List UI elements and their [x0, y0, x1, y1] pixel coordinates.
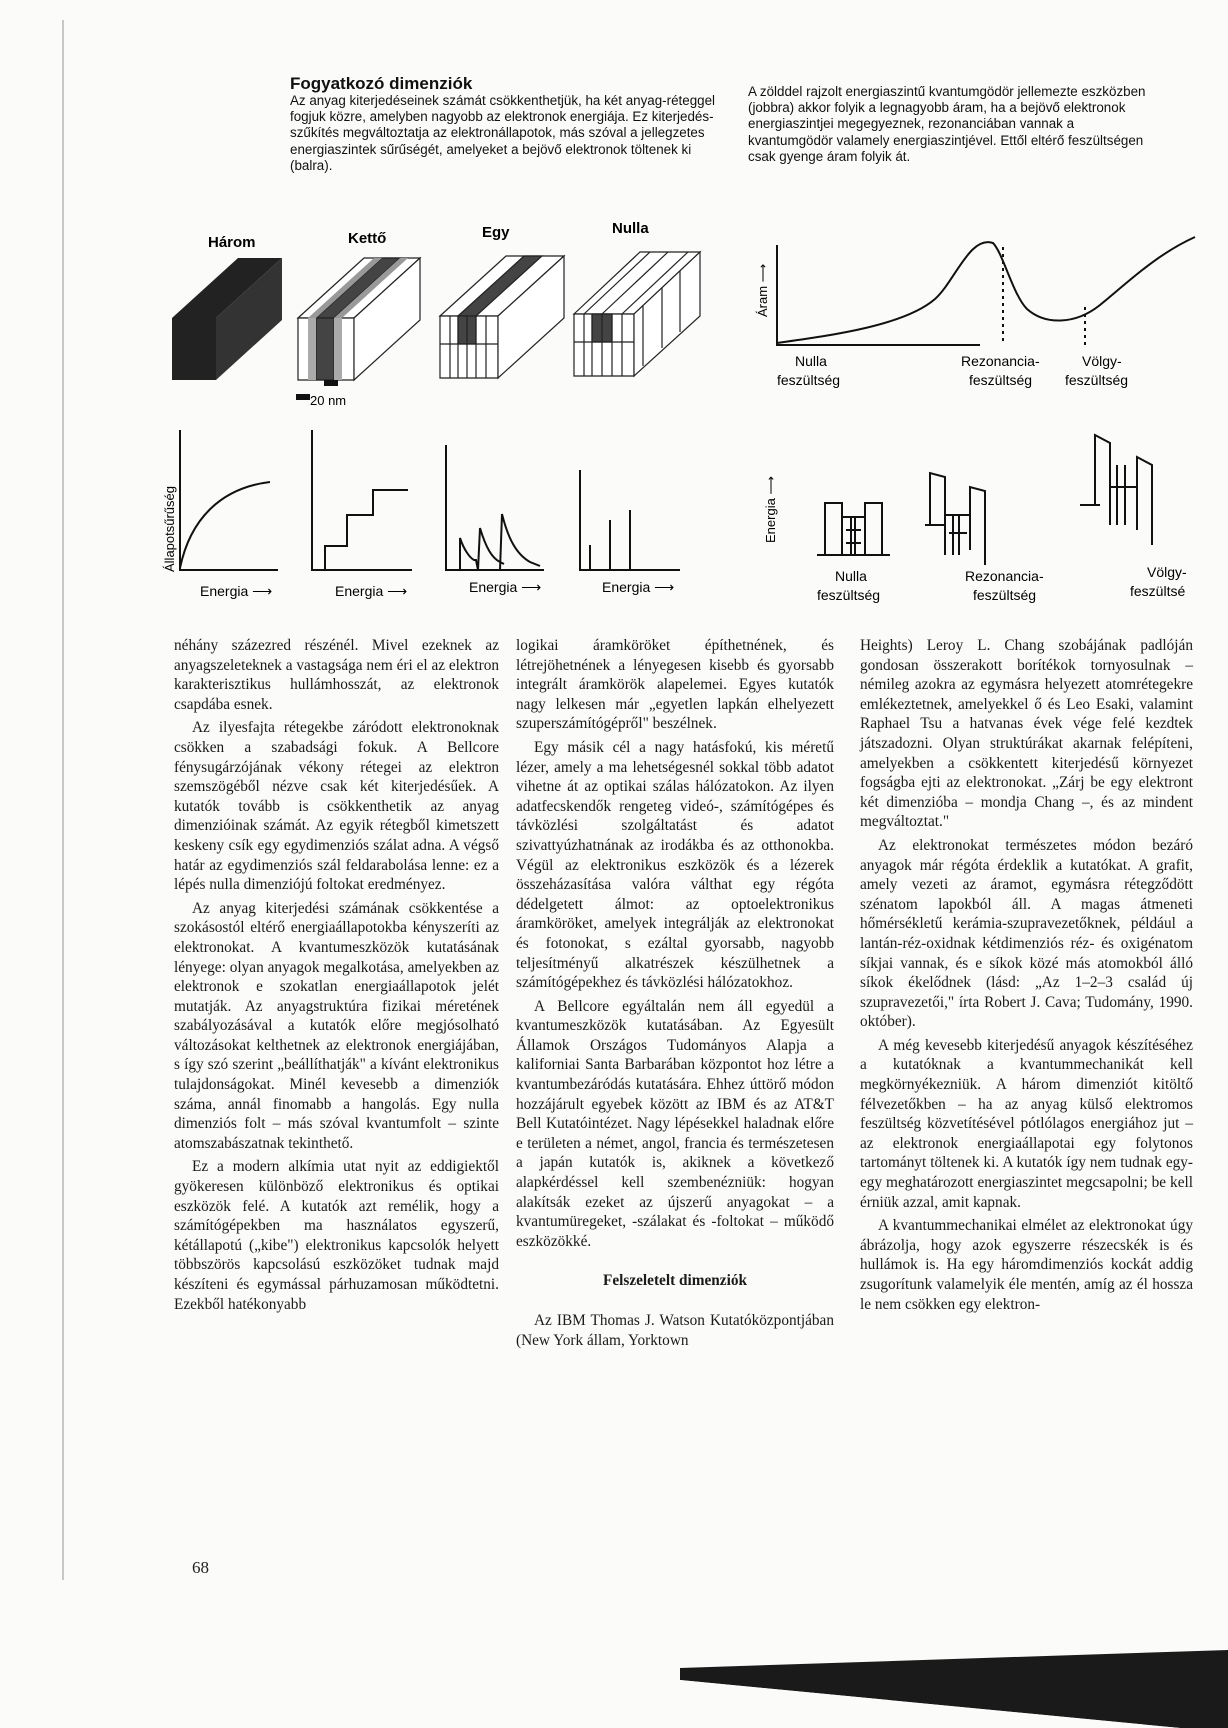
caption-title: Fogyatkozó dimenziók	[290, 74, 473, 93]
band-label-res-2: feszültség	[973, 587, 1037, 603]
block-one	[440, 256, 564, 378]
iv-markers	[1003, 247, 1085, 345]
block-two	[296, 258, 420, 400]
scan-binding-edge	[62, 20, 68, 1580]
band-label-zero-2: feszültség	[817, 587, 881, 603]
dos-plot-0d	[580, 470, 680, 570]
band-label-valley-1: Völgy-	[1147, 564, 1187, 580]
dos-plot-3d	[180, 430, 278, 570]
paragraph: logikai áramköröket építhetnének, és létrejöhetnének a lényegesen kisebb és gyorsabb integrált áramkörök alapelemei. Egyes kutatók nagy lelkesen már „egyetlen lapkán elhelyezett szuperszámítógépről" beszélnek.	[516, 637, 834, 733]
iv-curve	[777, 237, 1195, 345]
body-column-3	[860, 636, 1193, 1318]
paragraph: Az elektronokat természetes módon bezáró anyagok már régóta érdeklik a kutatókat. A grafit, amely vezeti az áramot, egymásra rétegződött szénatom lapokból áll. A magas átmeneti hőmérsékletű kerámia-szupravezetőknek, például a lantán-réz-oxidnak kétdimenziós réz- és oxigénatom síkjai vannak, és e síkok közé más atomokból álló síkok ékelődnek (lásd: „Az 1–2–3 család új szupravezetői," írta Robert J. Cava; Tudomány, 1990. október).	[860, 836, 1193, 1031]
dos-x-label-1: Energia ⟶	[200, 583, 273, 599]
scale-label: 20 nm	[310, 393, 347, 408]
band-label-res-1: Rezonancia-	[965, 568, 1044, 584]
band-resonance-voltage	[925, 473, 985, 565]
energy-axis-label: Energia ⟶	[763, 475, 778, 543]
dos-x-label-3: Energia ⟶	[469, 579, 542, 595]
band-zero-voltage	[817, 503, 890, 555]
block-three	[172, 258, 282, 380]
current-axis-label: Áram ⟶	[755, 263, 770, 317]
dos-x-label-2: Energia ⟶	[335, 583, 408, 599]
paragraph: A Bellcore egyáltalán nem áll egyedül a kvantumeszközök kutatásában. Az Egyesült Államok Országos Tudományos Alapja a kaliforniai Santa Barbarában központot hoz létre a kvantumbezáródás kutatására. Ehhez úttörő módon hozzájárult egyebek között az IBM és az AT&T Bell Kutatóintézet. Nagy lépésekkel haladnak előre e területen a német, angol, francia és természetesen a japán kutatók is, akiknek a következő alapkérdéssel kell szembenézniük: hogyan alakítsák ezeket az újszerű anyagokat – a kvantumüregeket, -szálakat és -foltokat – működő eszközökké.	[516, 997, 834, 1250]
iv-label-zero-2: feszültség	[777, 372, 841, 388]
paragraph: A kvantummechanikai elmélet az elektronokat úgy ábrázolja, hogy azok egyszerre részecskék is és hullámok is. Ha egy háromdimenziós kockát addig zsugorítunk valamelyik éle mentén, amíg az él hossza le nem csökken egy elektron-	[860, 1217, 1193, 1313]
label-three: Három	[208, 234, 256, 251]
section-subheading: Felszeletelt dimenziók	[603, 1272, 747, 1290]
iv-label-zero-1: Nulla	[795, 353, 827, 369]
paragraph: Egy másik cél a nagy hatásfokú, kis méretű lézer, amely a ma lehetségesnél sokkal több adatot vihetne át az optikai szálas hálózatokon. Az ilyen adatfecskendők rengeteg videó-, számítógépes és távközlési szolgáltatást és adatot szivattyúzhatnának az irodákba és az otthonokba. Végül az elektronikus eszközök és a lézerek összeházasítása valóra válthat egy régóta dédelgetett álmot: az optoelektronikus áramköröket, amelyek integrálják az elektronokat és fotonokat, s ezáltal gyorsabb, nagyobb teljesítményű alkatrészek készülhetnek a számítógépekhez és távközlési hálózatokhoz.	[516, 738, 834, 992]
dimension-figure	[160, 220, 720, 620]
paragraph: Ez a modern alkímia utat nyit az eddigiektől gyökeresen különböző elektronikus és optikai eszközök felé. A kutatók azt remélik, hogy a számítógépekben ma használatos egyszerű, kétállapotú („kibe") elektronikus kapcsolók helyett többszörös kapcsolású eszközöket tudnak majd készíteni és egymással párhuzamosan működtetni. Ezekből hatékonyabb	[174, 1158, 499, 1313]
caption-right-text: A zölddel rajzolt energiaszintű kvantumgödör jellemezte eszközben (jobbra) akkor folyik a legnagyobb áram, ha a bejövő elektronok energiaszintjei megegyeznek, rezonanciában vannak a kvantumgödör valamely energiaszintjével. Ettől eltérő feszültségen csak gyenge áram folyik át.	[748, 84, 1146, 164]
caption-left-text: Az anyag kiterjedéseinek számát csökkenthetjük, ha két anyag-réteggel fogjuk közre, amelyben nagyobb az elektronok energiája. Ez kiterjedés-szűkítés megváltoztatja az elektronállapotok, más szóval a jellegzetes energiaszintek sűrűségét, amelyeket a bejövő elektronok töltenek ki (balra).	[290, 93, 716, 173]
block-zero	[574, 252, 700, 376]
paragraph: Az IBM Thomas J. Watson Kutatóközpontjában (New York állam, Yorktown	[516, 1312, 834, 1349]
band-valley-voltage	[1080, 435, 1152, 545]
iv-label-valley-2: feszültség	[1065, 372, 1129, 388]
iv-label-res-1: Rezonancia-	[961, 353, 1040, 369]
iv-label-valley-1: Völgy-	[1082, 353, 1122, 369]
body-column-1	[174, 636, 499, 1318]
scan-shadow	[680, 1650, 1228, 1728]
band-label-zero-1: Nulla	[835, 568, 867, 584]
dos-plot-1d	[446, 445, 544, 570]
scale-bar	[324, 380, 338, 386]
paragraph: Heights) Leroy L. Chang szobájának padlóján gondosan összerakott borítékok tornyosulnak – némileg azokra az egymásra helyezett atomrétegekre emlékeztetnek, amelyekkel ő és Leo Esaki, valamint Raphael Tsu a hatvanas évek vége felé kezdtek játszadozni. Olyan struktúrákat akarnak felépíteni, amelyekben a csökkentett kiterjedésű környezet fogságba ejti az elektronokat. „Zárj be egy elektront két dimenzióba – mondja Chang –, és az mindent megváltoztat."	[860, 637, 1193, 831]
label-two: Kettő	[348, 230, 387, 247]
dos-y-label: Állapotsűrűség	[162, 486, 177, 572]
paragraph: néhány százezred részénél. Mivel ezeknek az anyagszeleteknek a vastagsága nem éri el az elektron karakterisztikus hullámhosszát, az elektronok csapdába esnek.	[174, 637, 499, 713]
label-one: Egy	[482, 224, 510, 241]
resonance-figure	[755, 225, 1205, 610]
page-number: 68	[192, 1558, 209, 1577]
dos-plot-2d	[312, 430, 412, 570]
band-label-valley-2: feszültsé	[1130, 583, 1186, 599]
paragraph: A még kevesebb kiterjedésű anyagok készítéséhez a kutatóknak a kvantummechanikát kell megkörnyékezniük. A három dimenziót kitöltő félvezetőkben – ha az anyag külső elektromos feszültség közvetítésével pótlólagos energiához jut – az elektronok energiaállapotai egy folytonos tartományt töltenek ki. A kutatók így nem tudnak egy-egy meghatározott energiaszintet megcsapolni; be kell érniük azzal, amit kapnak.	[860, 1036, 1193, 1211]
label-zero: Nulla	[612, 220, 649, 237]
iv-label-res-2: feszültség	[969, 372, 1033, 388]
body-column-2	[516, 636, 834, 1354]
dos-x-label-4: Energia ⟶	[602, 579, 675, 595]
paragraph: Az ilyesfajta rétegekbe záródott elektronoknak csökken a szabadsági fokuk. A Bellcore fénysugárzójának vékony rétegei az elektron szemszögéből nézve csak két kiterjedésűek. A kutatók tovább is csökkenthetik az anyag dimenzióinak számát. Az egyik rétegből kimetszett keskeny csík egy egydimenziós szálat adna. A végső határ az egydimenziós szál feldarabolása lenne: ez a lépés nulla dimenziójú foltokat eredményez.	[174, 719, 499, 894]
paragraph: Az anyag kiterjedési számának csökkentése a szokásostól eltérő energiaállapotokba kényszeríti az elektronokat. A kvantumeszközök kutatásának lényege: olyan anyagok megalkotása, amelyekben az elektronok e szokatlan energiaállapotok jelét mutatják. Az anyagstruktúra fizikai méretének szabályozásával a kutatók előre megjósolható változásokat kelthetnek az elektronok energiájában, s így szó szerint „beállíthatják" a kívánt elektronikus tulajdonságokat. Minél kevesebb a dimenziók száma, annál finomabb a hangolás. Egy nulla dimenziós folt – más szóval kvantumfolt – szinte atomszabászatnak tekinthető.	[174, 899, 499, 1152]
